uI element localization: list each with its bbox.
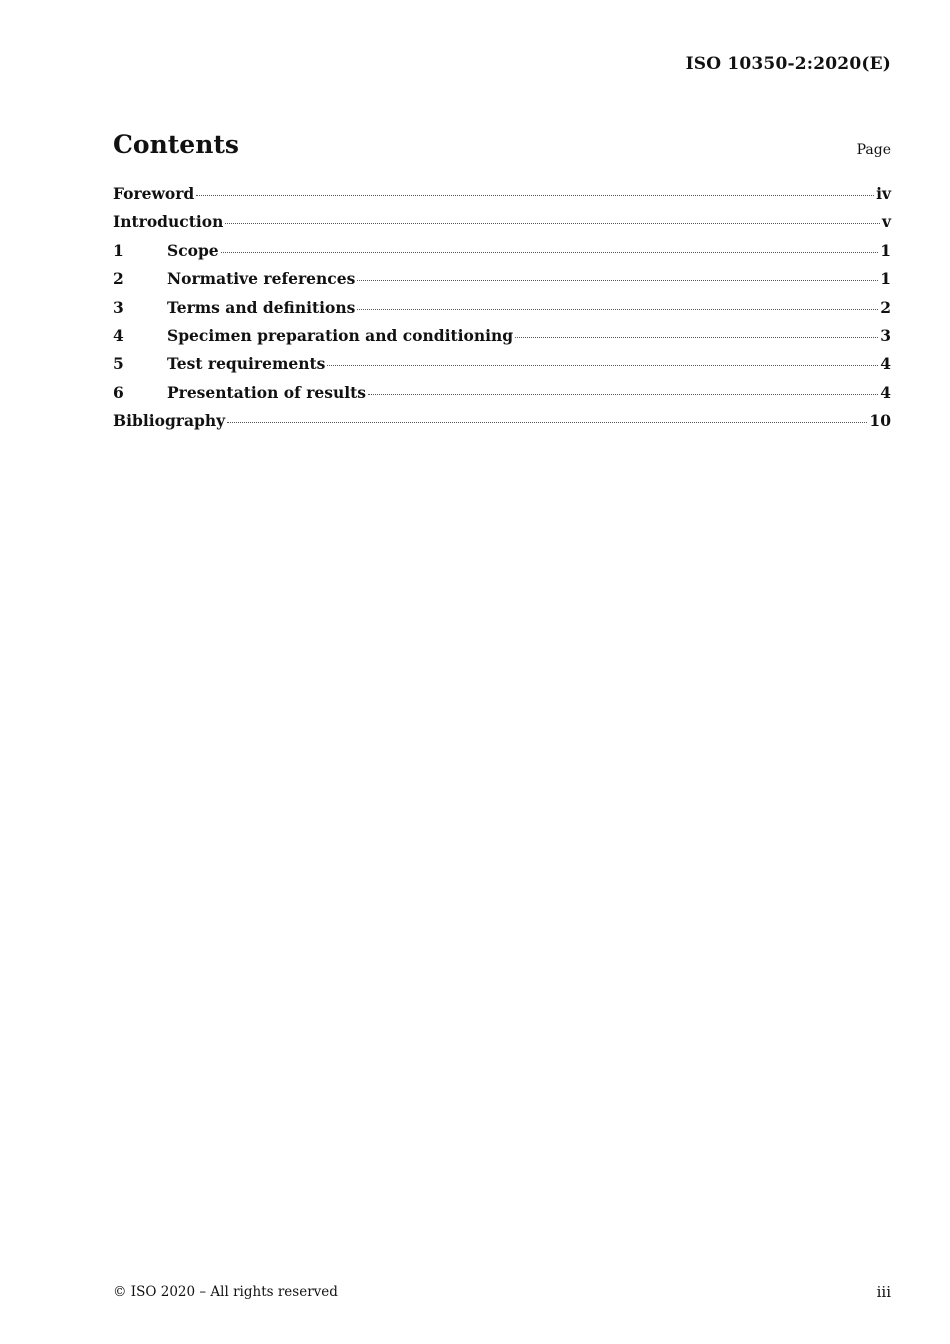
dot-leader	[327, 365, 878, 366]
toc-entry-foreword[interactable]	[113, 184, 891, 212]
dot-leader	[357, 309, 878, 310]
page-column-label: Page	[856, 142, 891, 158]
document-identifier: ISO 10350-2:2020(E)	[685, 54, 891, 74]
dot-leader	[196, 195, 874, 196]
toc-entry-presentation-of-results[interactable]	[113, 383, 891, 411]
toc-entry-title: Introduction	[113, 212, 224, 232]
toc-entry-page: 10	[869, 411, 891, 431]
toc-entry-number: 6	[113, 382, 124, 402]
toc-entry-specimen-preparation[interactable]	[113, 326, 891, 354]
dot-leader	[515, 337, 878, 338]
toc-entry-page: 1	[880, 240, 891, 260]
dot-leader	[357, 280, 878, 281]
toc-entry-number: 3	[113, 297, 124, 317]
toc-entry-title: Scope	[167, 240, 219, 260]
toc-entry-page: 4	[880, 354, 891, 374]
toc-entry-normative-references[interactable]	[113, 269, 891, 297]
toc-entry-number: 5	[113, 354, 124, 374]
toc-entry-title: Specimen preparation and conditioning	[167, 325, 514, 345]
toc-entry-title: Normative references	[167, 269, 356, 289]
toc-entry-number: 4	[113, 325, 124, 345]
dot-leader	[225, 223, 880, 224]
dot-leader	[227, 422, 867, 423]
page-number: iii	[876, 1283, 891, 1301]
toc-entry-scope[interactable]	[113, 241, 891, 269]
toc-entry-title: Bibliography	[113, 411, 226, 431]
toc-entry-page: v	[881, 212, 891, 232]
toc-entry-test-requirements[interactable]	[113, 354, 891, 382]
toc-entry-title: Terms and definitions	[167, 297, 356, 317]
toc-entry-introduction[interactable]	[113, 212, 891, 240]
toc-entry-title: Presentation of results	[167, 382, 366, 402]
toc-entry-title: Test requirements	[167, 354, 326, 374]
toc-entry-page: 2	[880, 297, 891, 317]
toc-entry-number: 1	[113, 240, 124, 260]
toc-entry-bibliography[interactable]	[113, 411, 891, 439]
table-of-contents	[113, 184, 891, 440]
contents-title: Contents	[113, 130, 240, 159]
toc-entry-number: 2	[113, 269, 124, 289]
toc-entry-page: 4	[880, 382, 891, 402]
copyright-notice: © ISO 2020 – All rights reserved	[113, 1284, 338, 1300]
dot-leader	[221, 252, 879, 253]
toc-entry-page: 1	[880, 269, 891, 289]
toc-entry-page: 3	[880, 325, 891, 345]
toc-entry-page: iv	[876, 184, 891, 203]
dot-leader	[368, 394, 878, 395]
contents-header	[113, 128, 891, 168]
toc-entry-title: Foreword	[113, 184, 195, 203]
toc-entry-terms-and-definitions[interactable]	[113, 298, 891, 326]
